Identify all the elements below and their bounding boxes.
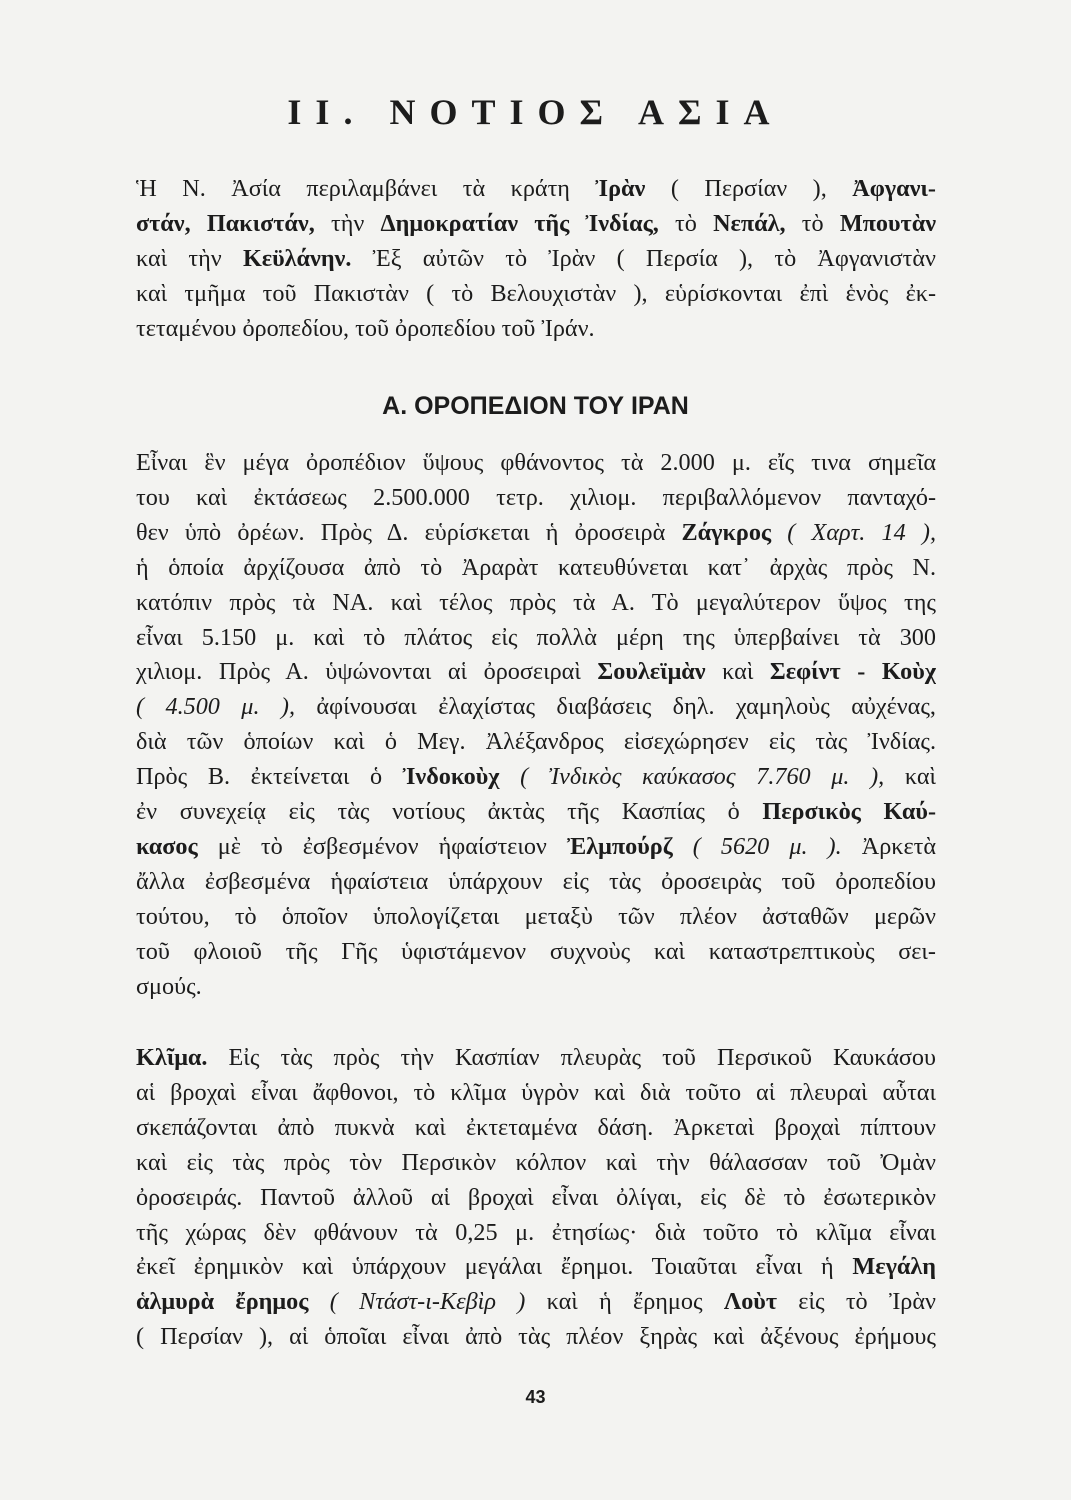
bold-term: Μεγάλη	[852, 1253, 936, 1281]
text-run: καὶ τὴν	[136, 244, 243, 272]
text-run: Ἐξ αὐτῶν τὸ Ἰρὰν ( Περσία ), τὸ Ἀφγανιστὰν	[351, 244, 936, 272]
text-line: σμούς.	[136, 972, 202, 1000]
text-run: θεν ὑπὸ ὀρέων. Πρὸς Δ. εὑρίσκεται ἡ ὀροσειρὰ	[136, 518, 682, 546]
text-line	[136, 655, 936, 690]
bold-term: Ἐλμπούρζ	[566, 832, 673, 860]
bold-term: Ἰρὰν	[595, 175, 646, 202]
text-run: εἰς τὸ Ἰρὰν	[777, 1288, 936, 1316]
bold-term: Λοὺτ	[723, 1288, 777, 1316]
italic-ref: ( Ἰνδικὸς καύκασος 7.760 μ. ),	[499, 763, 885, 791]
bold-term: Κεϋλάνην.	[242, 244, 352, 272]
text-run: καὶ	[705, 658, 770, 686]
text-run: ἀφίνουσαι ἐλαχίστας διαβάσεις δηλ. χαμηλοὺς αὐχένας,	[295, 693, 936, 721]
bold-term: ἁλμυρὰ ἔρημος	[136, 1288, 309, 1316]
text-run: Εἰς τὰς πρὸς τὴν Κασπίαν πλευρὰς τοῦ Περσικοῦ Καυκάσου	[207, 1044, 936, 1071]
text-run: ἐν συνεχείᾳ εἰς τὰς νοτίους ἀκτὰς τῆς Κασπίας ὁ	[136, 798, 763, 826]
text-line: διὰ τῶν ὁποίων καὶ ὁ Μεγ. Ἀλέξανδρος εἰσεχώρησεν εἰς τὰς Ἰνδίας.	[136, 728, 936, 756]
italic-ref: ( Χαρτ. 14 ),	[771, 518, 936, 546]
text-run: Ἡ Ν. Ἀσία περιλαμβάνει τὰ κράτη	[136, 175, 596, 202]
text-line	[136, 1285, 936, 1320]
text-line: τοῦ φλοιοῦ τῆς Γῆς ὑφιστάμενον συχνοὺς καὶ καταστρεπτικοὺς σει-	[136, 937, 936, 965]
bold-term: Ζάγκρος	[681, 518, 772, 546]
text-line	[136, 760, 936, 795]
text-line: ( Περσίαν ), αἱ ὁποῖαι εἶναι ἀπὸ τὰς πλέον ξηρὰς καὶ ἀξένους ἐρήμους	[136, 1323, 936, 1351]
bold-term: Δημοκρατίαν τῆς Ἰνδίας,	[380, 209, 659, 237]
text-line: ἄλλα ἐσβεσμένα ἡφαίστεια ὑπάρχουν εἰς τὰς ὀροσειρὰς τοῦ ὀροπεδίου	[136, 867, 936, 895]
page-number: 43	[525, 1387, 546, 1407]
text-run: καὶ ἡ ἔρημος	[525, 1288, 724, 1316]
chapter-title: ΙΙ. ΝΟΤΙΟΣ ΑΣΙΑ	[287, 92, 784, 132]
text-run: Πρὸς Β. ἐκτείνεται ὁ	[136, 763, 403, 791]
text-line	[136, 830, 936, 865]
text-line: καὶ εἰς τὰς πρὸς τὸν Περσικὸν κόλπον καὶ τὴν θάλασσαν τοῦ Ὀμὰν	[136, 1148, 936, 1176]
text-line: τεταμένου ὀροπεδίου, τοῦ ὀροπεδίου τοῦ Ἰράν.	[136, 314, 595, 342]
bold-term: Ἰνδοκοὺχ	[402, 763, 500, 791]
text-line: αἱ βροχαὶ εἶναι ἄφθονοι, τὸ κλῖμα ὑγρὸν καὶ διὰ τοῦτο αἱ πλευραὶ αὗται	[136, 1078, 936, 1106]
text-run: καὶ	[884, 763, 936, 791]
text-line: κατόπιν πρὸς τὰ ΝΑ. καὶ τέλος πρὸς τὰ Α. Τὸ μεγαλύτερον ὕψος της	[136, 588, 936, 616]
text-line: ἡ ὁποία ἀρχίζουσα ἀπὸ τὸ Ἀραρὰτ κατευθύνεται κατ᾽ ἀρχὰς πρὸς Ν.	[136, 553, 936, 581]
climate-paragraph	[136, 1041, 936, 1355]
text-line	[136, 795, 936, 830]
bold-term: Κλῖμα.	[136, 1044, 208, 1071]
italic-ref: ( 4.500 μ. ),	[136, 693, 296, 721]
text-run: ( Περσίαν ),	[645, 175, 853, 202]
bold-term: Ἀφγανι-	[852, 175, 936, 202]
intro-paragraph	[136, 172, 936, 347]
text-run: χιλιομ. Πρὸς Α. ὑψώνονται αἱ ὀροσειραὶ	[136, 658, 598, 686]
bold-term: στάν, Πακιστάν,	[136, 209, 315, 237]
text-line: καὶ τμῆμα τοῦ Πακιστὰν ( τὸ Βελουχιστὰν ), εὑρίσκονται ἐπὶ ἑνὸς ἐκ-	[136, 279, 936, 307]
text-line	[136, 690, 936, 725]
bold-term: Νεπάλ,	[713, 209, 786, 237]
plateau-paragraph	[136, 446, 936, 1005]
bold-term: Μπουτὰν	[839, 209, 936, 237]
text-line	[136, 516, 936, 551]
text-line	[136, 1250, 936, 1285]
text-run: τὸ	[658, 209, 714, 237]
text-line: τούτου, τὸ ὁποῖον ὑπολογίζεται μεταξὺ τῶν πλέον ἀσταθῶν μερῶν	[136, 902, 936, 930]
text-run: ἐκεῖ ἐρημικὸν καὶ ὑπάρχουν μεγάλαι ἔρημοι. Τοιαῦται εἶναι ἡ	[136, 1253, 853, 1281]
text-line: Εἶναι ἓν μέγα ὀροπέδιον ὕψους φθάνοντος τὰ 2.000 μ. εἴς τινα σημεῖα	[136, 449, 936, 476]
text-line	[136, 242, 936, 277]
text-line	[136, 172, 936, 207]
text-line: ὀροσειράς. Παντοῦ ἀλλοῦ αἱ βροχαὶ εἶναι ὀλίγαι, εἰς δὲ τὸ ἐσωτερικὸν	[136, 1183, 936, 1211]
italic-ref: ( 5620 μ. ).	[672, 832, 842, 860]
text-run: τὸ	[785, 209, 840, 237]
text-line: τῆς χώρας δὲν φθάνουν τὰ 0,25 μ. ἐτησίως· διὰ τοῦτο τὸ κλῖμα εἶναι	[136, 1218, 936, 1246]
text-run: τὴν	[314, 209, 381, 237]
italic-ref: ( Ντάστ-ι-Κεβὶρ )	[308, 1288, 526, 1316]
bold-term: κασος	[136, 832, 198, 860]
bold-term: Σουλεϊμὰν	[597, 658, 706, 686]
text-line: εἶναι 5.150 μ. καὶ τὸ πλάτος εἰς πολλὰ μέρη της ὑπερβαίνει τὰ 300	[136, 623, 936, 651]
text-run: μὲ τὸ ἐσβεσμένον ἡφαίστειον	[197, 832, 567, 860]
bold-term: Περσικὸς Καύ-	[762, 798, 936, 826]
text-run: Ἀρκετὰ	[841, 832, 936, 860]
text-line	[136, 207, 936, 242]
text-line: του καὶ ἐκτάσεως 2.500.000 τετρ. χιλιομ. περιβαλλόμενον πανταχό-	[136, 483, 936, 511]
text-line: σκεπάζονται ἀπὸ πυκνὰ καὶ ἐκτεταμένα δάση. Ἀρκεταὶ βροχαὶ πίπτουν	[136, 1113, 936, 1141]
text-line	[136, 1041, 936, 1076]
bold-term: Σεφίντ - Κοὺχ	[769, 658, 936, 686]
section-title: Α. ΟΡΟΠΕΔΙΟΝ ΤΟΥ ΙΡΑΝ	[382, 392, 689, 420]
